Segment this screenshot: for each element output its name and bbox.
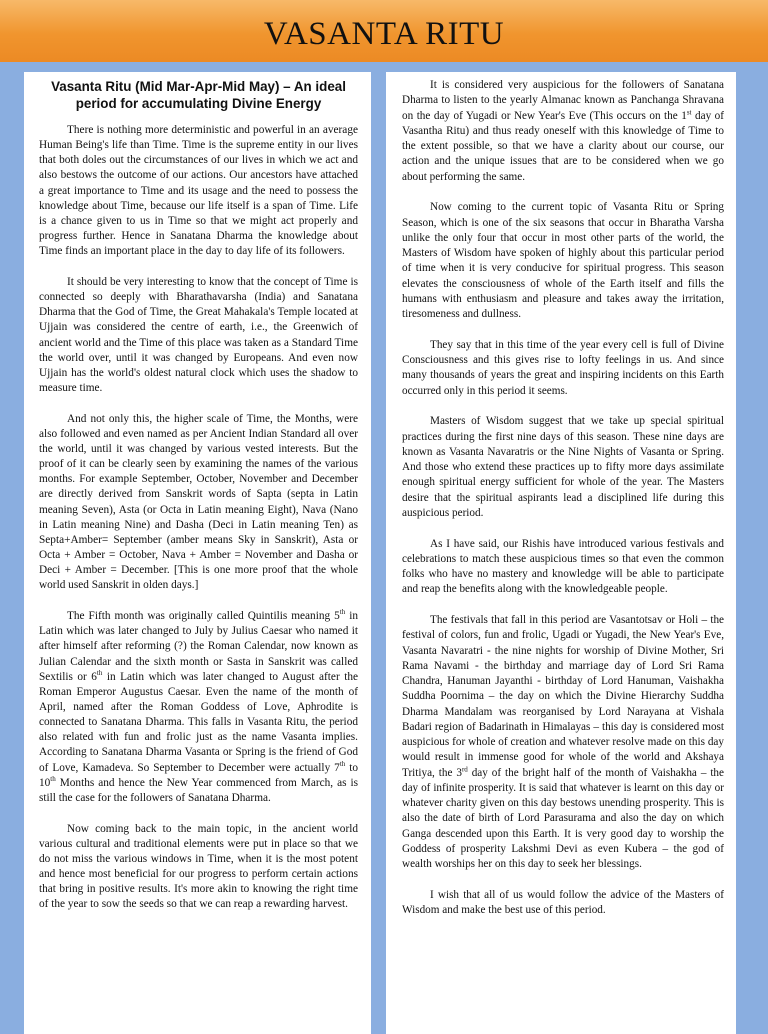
paragraph: It should be very interesting to know that the concept of Time is connected so deeply with Bharathavarsha (India) and Sanatana Dharma that the God of Time, the Great Mahakala's Temple located at Ujjain was considered the centre of earth, i.e., the Greenwich of ancient world and the Time of this place was taken as a Standard Time the world over, until it was changed by Europeans. And even now Ujjain has the world's oldest natural clock which uses the shadow to measure time. xyxy=(39,275,358,394)
right-column xyxy=(386,72,736,1034)
paragraph: As I have said, our Rishis have introduced various festivals and celebrations to match these auspicious times so that even the common folks who have no mastery and knowledge will be able to participate and reap the benefits along with the knowledgeable people. xyxy=(402,537,724,596)
paragraph: Masters of Wisdom suggest that we take up special spiritual practices during the first nine days of this season. These nine days are known as Vasanta Navaratris or the Nine Nights of Vasanta or Spring. And those who extend these practices up to fifty more days assimilate enough spiritual energy sufficient for whole of the year. The Masters desire that the spiritual aspirants lead a disciplined life during this auspicious period. xyxy=(402,415,724,519)
paragraph: Now coming to the current topic of Vasanta Ritu or Spring Season, which is one of the six seasons that occur in Bharatha Varsha unlike the only four that occur in most other parts of the world, the Masters of Wisdom have spoken of highly about this particular period of time when it is very conducive for spiritual progress. This season elevates the consciousness of whole of the Earth itself and fills the humans with enthusiasm and pleasure and takes away the irritation, tiresomeness and dullness. xyxy=(402,201,724,320)
paragraph: The Fifth month was originally called Quintilis meaning 5th in Latin which was later changed to July by Julius Caesar who named it after himself after reforming (?) the Roman Calendar, now known as Julian Calendar and the sixth month or Sasta in Sanskrit was called Sextilis or 6th in Latin which was later changed to August after the Roman Emperor Augustus Caesar. Even the name of the month of April, named after the Roman Goddess of Love, Aphrodite is connected to Sanatana Dharma. This falls in Vasanta Ritu, the period also related with fun and frolic just as the name Vasanta implies. According to Sanatana Dharma Vasanta or Spring is the friend of God of Love, Kamadeva. So September to December were actually 7th to 10th Months and hence the New Year commenced from March, as is still the case for the followers of Sanatana Dharma. xyxy=(39,608,358,804)
page-title: VASANTA RITU xyxy=(263,16,505,52)
paragraph: There is nothing more deterministic and powerful in an average Human Being's life than Time. Time is the supreme entity in our lives that both doles out the circumstances of our lives in which we act and also bestows the outcome of our actions. Our ancestors have attached a great importance to Time and its usage and the need to possess the knowledge about Time, because our life itself is a span of Time. Life is a chance given to us in Time so that we might act properly and progress further. Hence in Sanatana Dharma the knowledge about Time finds an important place in the day to day life of its followers. xyxy=(39,124,358,258)
title-banner xyxy=(0,0,768,62)
paragraph: They say that in this time of the year every cell is full of Divine Consciousness and this gives rise to lofty feelings in us. And since many thousands of years the great and inspiring incidents on this Earth occurred only in this period it seems. xyxy=(402,338,724,397)
left-column xyxy=(24,72,371,1034)
paragraph: It is considered very auspicious for the followers of Sanatana Dharma to listen to the yearly Almanac known as Panchanga Shravana on the day of Yugadi or New Year's Eve (This occurs on the 1st day of Vasantha Ritu) and thus ready oneself with this knowledge of Time to the extent possible, so that we have a clarity about our course, our action and the unique issues that are to be considered when we go about performing the same. xyxy=(402,79,724,183)
paragraph: I wish that all of us would follow the advice of the Masters of Wisdom and make the best use of this period. xyxy=(402,888,724,916)
paragraph: Now coming back to the main topic, in the ancient world various cultural and traditional elements were put in place so that we do not miss the various windows in Time, when it is the most potent and hence most beneficial for our progress to perform certain actions that bring in positive results. It's more akin to knowing the right time of the year to sow the seeds so that we can reap a rewarding harvest. xyxy=(39,822,358,911)
paragraph: The festivals that fall in this period are Vasantotsav or Holi – the festival of colors, fun and frolic, Ugadi or Yugadi, the New Year's Eve, Vasanta Navaratri - the nine nights for worship of Divine Mother, Sri Rama Navami - the birthday and marriage day of Lord Sri Rama Chandra, Hanuman Jayanthi - birthday of Lord Hanuman, Vaishakha Suddha Poornima – the day on which the Divine Hierarchy Suddha Dharma Mandalam was reorganised by Lord Narayana at Vishala Badari region of Badarinath in Himalayas – this day is considered most auspicious for whole of creation and whatever resolve made on this day would result in immense good for whole of the world and Akshaya Tritiya, the 3rd day of the bright half of the month of Vaishakha – the day of infinite prosperity. It is said that whatever is learnt on this day or whatever charity given on this day bestows unending prosperity. This is also the date of birth of Lord Parasurama and also the day on which Ganga descended upon this Earth. It is very good day to worship the Goddess of prosperity Lakshmi Devi as even Kubera – the god of wealth worships her on this day to seek her blessings. xyxy=(402,614,724,870)
paragraph: And not only this, the higher scale of Time, the Months, were also followed and even named as per Ancient Indian Standard all over the world, until it was changed by various vested interests. But the proof of it can be clearly seen by examining the names of the various months. For example September, October, November and December are directly derived from Sanskrit words of Sapta (septa in Latin meaning Seven), Asta (or Octa in Latin meaning Eight), Nava (Nano in Latin meaning Nine) and Dasha (Deci in Latin meaning Ten) as Septa+Amber= September (amber means Sky in Sanskrit), Asta or Octa + Amber = October, Nava + Amber = November and Dasha or Deci + Amber = December. [This is one more proof that the whole world used Sanskrit in olden days.] xyxy=(39,412,358,592)
article-headline: Vasanta Ritu (Mid Mar-Apr-Mid May) – An ideal period for accumulating Divine Energy xyxy=(51,79,346,111)
